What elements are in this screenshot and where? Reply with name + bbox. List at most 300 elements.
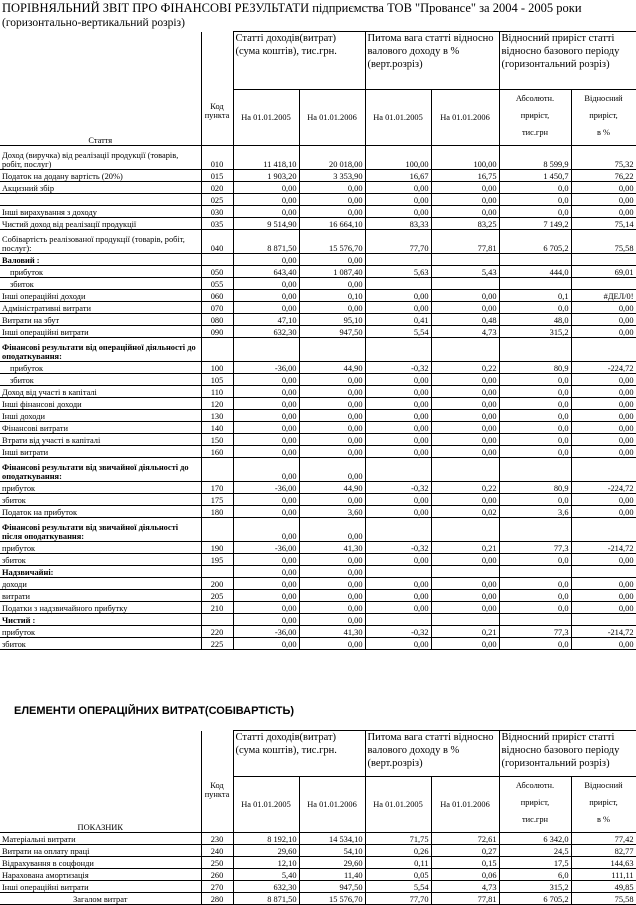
share-2005: -0,32 <box>365 362 431 374</box>
abs-growth: 444,0 <box>499 266 571 278</box>
share-2005 <box>365 566 431 578</box>
share-2006: 16,75 <box>431 170 499 182</box>
rel-growth: 0,00 <box>571 326 636 338</box>
rel-growth: 144,63 <box>571 857 636 869</box>
column-header-date1: На 01.01.2005 <box>233 777 299 833</box>
row-label: збиток <box>0 494 201 506</box>
row-label: прибуток <box>0 626 201 638</box>
rel-growth: 0,00 <box>571 206 636 218</box>
value-2006: 0,00 <box>299 494 365 506</box>
value-2006: 0,00 <box>299 398 365 410</box>
abs-growth: 0,0 <box>499 374 571 386</box>
column-header-date2: На 01.01.2006 <box>299 777 365 833</box>
share-2005 <box>365 254 431 266</box>
table-row <box>0 482 636 494</box>
value-2005: 0,00 <box>233 458 299 482</box>
share-2006: 0,00 <box>431 590 499 602</box>
row-code: 030 <box>201 206 233 218</box>
share-2005: 0,00 <box>365 638 431 650</box>
abs-growth: 80,9 <box>499 362 571 374</box>
column-header-abs-growth <box>499 90 571 146</box>
rel-growth <box>571 338 636 362</box>
share-2006: 4,73 <box>431 326 499 338</box>
share-2005 <box>365 614 431 626</box>
share-2005: 77,70 <box>365 230 431 254</box>
row-label: Фінансові результати від звичайної діяльності після оподаткування: <box>0 518 201 542</box>
abs-growth-line3: тис.грн <box>521 128 549 137</box>
value-2006: 20 018,00 <box>299 146 365 170</box>
abs-growth: 315,2 <box>499 881 571 893</box>
value-2005: 0,00 <box>233 254 299 266</box>
row-code <box>201 338 233 362</box>
share-2006: 0,00 <box>431 638 499 650</box>
share-2006: 0,00 <box>431 410 499 422</box>
share-2006 <box>431 518 499 542</box>
value-2006: 947,50 <box>299 881 365 893</box>
value-2005: 0,00 <box>233 398 299 410</box>
value-2005: 0,00 <box>233 422 299 434</box>
row-code: 070 <box>201 302 233 314</box>
value-2006: 0,00 <box>299 638 365 650</box>
share-2006: 0,27 <box>431 845 499 857</box>
rel-growth: 75,58 <box>571 893 636 905</box>
abs-growth <box>499 254 571 266</box>
share-2006: 0,15 <box>431 857 499 869</box>
share-2005: 100,00 <box>365 146 431 170</box>
share-2006: 0,00 <box>431 578 499 590</box>
value-2006: 0,00 <box>299 386 365 398</box>
value-2006: 0,00 <box>299 602 365 614</box>
abs-growth <box>499 458 571 482</box>
value-2006: 3 353,90 <box>299 170 365 182</box>
share-2005: 0,00 <box>365 290 431 302</box>
abs-growth-line2: приріст, <box>520 798 550 807</box>
abs-growth-line1: Абсолютн. <box>515 781 555 790</box>
rel-growth: 0,00 <box>571 578 636 590</box>
rel-growth: 0,00 <box>571 602 636 614</box>
value-2005: 0,00 <box>233 410 299 422</box>
share-2005: 0,05 <box>365 869 431 881</box>
abs-growth: 0,0 <box>499 602 571 614</box>
column-header-abs-growth <box>499 777 571 833</box>
rel-growth <box>571 614 636 626</box>
row-code: 220 <box>201 626 233 638</box>
share-2006 <box>431 254 499 266</box>
abs-growth: 0,0 <box>499 446 571 458</box>
value-2006: 0,00 <box>299 254 365 266</box>
abs-growth-line3: тис.грн <box>521 815 549 824</box>
abs-growth: 80,9 <box>499 482 571 494</box>
value-2005: 1 903,20 <box>233 170 299 182</box>
row-label: Фінансові результати від операційної діяльності до оподаткування: <box>0 338 201 362</box>
row-code: 180 <box>201 506 233 518</box>
value-2005: 0,00 <box>233 554 299 566</box>
value-2006: 11,40 <box>299 869 365 881</box>
abs-growth: 17,5 <box>499 857 571 869</box>
value-2005: 0,00 <box>233 590 299 602</box>
value-2006: 3,60 <box>299 506 365 518</box>
rel-growth: 0,00 <box>571 422 636 434</box>
abs-growth: 0,1 <box>499 290 571 302</box>
value-2005: 0,00 <box>233 290 299 302</box>
share-2006 <box>431 458 499 482</box>
column-header-code <box>201 777 233 833</box>
table-row <box>0 266 636 278</box>
abs-growth: 315,2 <box>499 326 571 338</box>
share-2006: 0,00 <box>431 494 499 506</box>
rel-growth: -224,72 <box>571 482 636 494</box>
abs-growth: 0,0 <box>499 590 571 602</box>
table-row <box>0 170 636 182</box>
rel-growth: -214,72 <box>571 542 636 554</box>
share-2005: 0,00 <box>365 398 431 410</box>
value-2005: 0,00 <box>233 434 299 446</box>
row-code: 225 <box>201 638 233 650</box>
column-header-date2: На 01.01.2006 <box>299 90 365 146</box>
share-2005: -0,32 <box>365 482 431 494</box>
share-2005: 0,00 <box>365 410 431 422</box>
value-2005: 0,00 <box>233 302 299 314</box>
table-row <box>0 182 636 194</box>
share-2006: 100,00 <box>431 146 499 170</box>
share-2006: 77,81 <box>431 230 499 254</box>
section2-title: ЕЛЕМЕНТИ ОПЕРАЦІЙНИХ ВИТРАТ(СОБІВАРТІСТЬ) <box>14 705 295 717</box>
row-code: 210 <box>201 602 233 614</box>
row-label: Матеріальні витрати <box>0 833 201 845</box>
table-row <box>0 386 636 398</box>
row-label: Інші операційні витрати <box>0 881 201 893</box>
value-2005: 0,00 <box>233 278 299 290</box>
table-row <box>0 146 636 170</box>
column-header-rel-growth <box>571 777 636 833</box>
row-label: прибуток <box>0 266 201 278</box>
share-2006: 0,00 <box>431 422 499 434</box>
share-2006 <box>431 278 499 290</box>
value-2005: 0,00 <box>233 182 299 194</box>
share-2006: 0,21 <box>431 542 499 554</box>
table-row <box>0 626 636 638</box>
header-group-growth: Відносний приріст статті відносно базового періоду (горизонтальний розріз) <box>499 32 636 90</box>
rel-growth: 0,00 <box>571 590 636 602</box>
abs-growth: 0,0 <box>499 554 571 566</box>
value-2005: -36,00 <box>233 626 299 638</box>
share-2005: 5,54 <box>365 881 431 893</box>
row-label: Фінансові витрати <box>0 422 201 434</box>
share-2006: 77,81 <box>431 893 499 905</box>
column-header-share-date1: На 01.01.2005 <box>365 777 431 833</box>
share-2006: 0,00 <box>431 434 499 446</box>
rel-growth <box>571 566 636 578</box>
row-code <box>201 254 233 266</box>
value-2005: 12,10 <box>233 857 299 869</box>
share-2006 <box>431 614 499 626</box>
abs-growth: 8 599,9 <box>499 146 571 170</box>
share-2005: 0,00 <box>365 422 431 434</box>
abs-growth <box>499 518 571 542</box>
table1-body <box>0 146 636 650</box>
value-2006: 15 576,70 <box>299 893 365 905</box>
row-label: Загалом витрат <box>0 893 201 905</box>
table-row <box>0 314 636 326</box>
abs-growth: 7 149,2 <box>499 218 571 230</box>
abs-growth: 24,5 <box>499 845 571 857</box>
share-2005: 0,00 <box>365 386 431 398</box>
row-code: 195 <box>201 554 233 566</box>
share-2006: 0,00 <box>431 206 499 218</box>
column-header-share-date2: На 01.01.2006 <box>431 90 499 146</box>
abs-growth: 48,0 <box>499 314 571 326</box>
share-2005: 0,00 <box>365 182 431 194</box>
value-2006: 41,30 <box>299 542 365 554</box>
share-2005: -0,32 <box>365 626 431 638</box>
table-row <box>0 857 636 869</box>
table-row <box>0 194 636 206</box>
row-label: Нарахована амортизація <box>0 869 201 881</box>
row-code: 050 <box>201 266 233 278</box>
row-label: Інші вирахування з доходу <box>0 206 201 218</box>
table-row <box>0 290 636 302</box>
value-2005: 0,00 <box>233 194 299 206</box>
rel-growth-line2: приріст, <box>589 798 618 807</box>
share-2005: 5,63 <box>365 266 431 278</box>
row-label: прибуток <box>0 362 201 374</box>
abs-growth: 0,0 <box>499 206 571 218</box>
table-row <box>0 458 636 482</box>
row-code <box>201 614 233 626</box>
rel-growth: 0,00 <box>571 434 636 446</box>
value-2006: 0,00 <box>299 302 365 314</box>
share-2006: 0,00 <box>431 182 499 194</box>
rel-growth: 0,00 <box>571 494 636 506</box>
rel-growth: 75,14 <box>571 218 636 230</box>
abs-growth: 6,0 <box>499 869 571 881</box>
row-label: Валовий : <box>0 254 201 266</box>
share-2005: 0,00 <box>365 434 431 446</box>
row-label: Інші витрати <box>0 446 201 458</box>
header-group-growth: Відносний приріст статті відносно базового періоду (горизонтальний розріз) <box>499 731 636 777</box>
rel-growth-line3: в % <box>597 815 611 824</box>
share-2006: 0,00 <box>431 554 499 566</box>
share-2006: 0,21 <box>431 626 499 638</box>
value-2005: 0,00 <box>233 506 299 518</box>
table-row <box>0 833 636 845</box>
table-row <box>0 590 636 602</box>
rel-growth-line1: Відносний <box>584 94 623 103</box>
header-blank <box>201 32 233 90</box>
table-row <box>0 434 636 446</box>
table-row <box>0 881 636 893</box>
value-2005: 0,00 <box>233 374 299 386</box>
share-2006: 0,00 <box>431 374 499 386</box>
rel-growth: 0,00 <box>571 554 636 566</box>
rel-growth: 0,00 <box>571 182 636 194</box>
row-label: Адміністративні витрати <box>0 302 201 314</box>
rel-growth: 0,00 <box>571 374 636 386</box>
value-2006: 54,10 <box>299 845 365 857</box>
value-2006: 0,00 <box>299 614 365 626</box>
rel-growth-line1: Відносний <box>584 781 623 790</box>
table-row <box>0 506 636 518</box>
share-2005: 71,75 <box>365 833 431 845</box>
column-header-share-date2: На 01.01.2006 <box>431 777 499 833</box>
abs-growth: 6 705,2 <box>499 893 571 905</box>
rel-growth <box>571 278 636 290</box>
row-label: збиток <box>0 554 201 566</box>
row-label: прибуток <box>0 482 201 494</box>
table-row <box>0 845 636 857</box>
value-2006: 947,50 <box>299 326 365 338</box>
share-2006 <box>431 338 499 362</box>
row-code <box>201 458 233 482</box>
rel-growth: 75,58 <box>571 230 636 254</box>
share-2005: 0,00 <box>365 302 431 314</box>
header-group-share: Питома вага статті відносно валового доходу в %(верт.розріз) <box>365 731 499 777</box>
share-2005: -0,32 <box>365 542 431 554</box>
rel-growth: -224,72 <box>571 362 636 374</box>
rel-growth: 0,00 <box>571 410 636 422</box>
abs-growth <box>499 614 571 626</box>
row-label: прибуток <box>0 542 201 554</box>
table-row <box>0 338 636 362</box>
value-2005: 0,00 <box>233 578 299 590</box>
share-2005: 0,00 <box>365 206 431 218</box>
value-2006: 0,00 <box>299 182 365 194</box>
value-2005: 0,00 <box>233 566 299 578</box>
rel-growth: 0,00 <box>571 398 636 410</box>
abs-growth: 77,3 <box>499 542 571 554</box>
abs-growth: 0,0 <box>499 182 571 194</box>
share-2005: 0,00 <box>365 194 431 206</box>
row-code: 080 <box>201 314 233 326</box>
row-label: Втрати від участі в капіталі <box>0 434 201 446</box>
row-label: Витрати на оплату праці <box>0 845 201 857</box>
table-row <box>0 254 636 266</box>
value-2005: 0,00 <box>233 638 299 650</box>
abs-growth: 0,0 <box>499 422 571 434</box>
share-2006: 0,00 <box>431 302 499 314</box>
abs-growth: 6 705,2 <box>499 230 571 254</box>
share-2006: 0,00 <box>431 602 499 614</box>
table-row <box>0 518 636 542</box>
rel-growth: 0,00 <box>571 638 636 650</box>
rel-growth: 0,00 <box>571 194 636 206</box>
table-row <box>0 869 636 881</box>
row-label: доходи <box>0 578 201 590</box>
row-code: 060 <box>201 290 233 302</box>
abs-growth: 0,0 <box>499 434 571 446</box>
row-label: витрати <box>0 590 201 602</box>
row-label: Надзвичайні: <box>0 566 201 578</box>
share-2005: 77,70 <box>365 893 431 905</box>
value-2006: 0,00 <box>299 518 365 542</box>
value-2006: 0,00 <box>299 374 365 386</box>
row-label: Інші доходи <box>0 410 201 422</box>
rel-growth: 49,85 <box>571 881 636 893</box>
row-label: збиток <box>0 278 201 290</box>
row-label: Податок на прибуток <box>0 506 201 518</box>
row-code: 205 <box>201 590 233 602</box>
row-label: Доход (виручка) від реалізації продукції (товарів, робіт, послуг) <box>0 146 201 170</box>
share-2005 <box>365 278 431 290</box>
share-2005: 16,67 <box>365 170 431 182</box>
row-label: Інші операційні витрати <box>0 326 201 338</box>
table-row <box>0 494 636 506</box>
report-subtitle: (горизонтально-вертикальний розріз) <box>2 17 185 29</box>
row-label: Інші фінансові доходи <box>0 398 201 410</box>
column-header-date1: На 01.01.2005 <box>233 90 299 146</box>
rel-growth <box>571 458 636 482</box>
abs-growth-line1: Абсолютн. <box>515 94 555 103</box>
value-2006: 29,60 <box>299 857 365 869</box>
value-2006: 0,00 <box>299 578 365 590</box>
rel-growth: 0,00 <box>571 446 636 458</box>
rel-growth: 111,11 <box>571 869 636 881</box>
value-2005: 0,00 <box>233 206 299 218</box>
header-blank <box>0 32 201 90</box>
share-2005: 0,00 <box>365 578 431 590</box>
row-label: Податки з надзвичайного прибутку <box>0 602 201 614</box>
value-2006: 1 087,40 <box>299 266 365 278</box>
row-code: 230 <box>201 833 233 845</box>
value-2006: 0,10 <box>299 290 365 302</box>
row-code: 130 <box>201 410 233 422</box>
table-row <box>0 542 636 554</box>
column-header-item: Стаття <box>0 90 201 146</box>
row-code: 010 <box>201 146 233 170</box>
column-header-share-date1: На 01.01.2005 <box>365 90 431 146</box>
row-label: Акцизний збір <box>0 182 201 194</box>
value-2005: 9 514,90 <box>233 218 299 230</box>
header-group-amounts: Статті доходів(витрат) (сума коштів), тис.грн. <box>233 731 365 777</box>
value-2005: 8 871,50 <box>233 893 299 905</box>
row-code: 040 <box>201 230 233 254</box>
value-2005: 11 418,10 <box>233 146 299 170</box>
share-2005: 0,00 <box>365 374 431 386</box>
operating-costs-table <box>0 730 636 905</box>
value-2006: 44,90 <box>299 362 365 374</box>
abs-growth: 77,3 <box>499 626 571 638</box>
share-2005: 0,41 <box>365 314 431 326</box>
code-label-bottom: пункта <box>204 110 230 120</box>
row-code: 160 <box>201 446 233 458</box>
row-code: 270 <box>201 881 233 893</box>
value-2005: 643,40 <box>233 266 299 278</box>
value-2005: 632,30 <box>233 881 299 893</box>
row-code: 170 <box>201 482 233 494</box>
share-2005 <box>365 338 431 362</box>
value-2006: 0,00 <box>299 434 365 446</box>
table-row <box>0 374 636 386</box>
row-code: 120 <box>201 398 233 410</box>
value-2006: 14 534,10 <box>299 833 365 845</box>
column-header-rel-growth <box>571 90 636 146</box>
abs-growth: 0,0 <box>499 638 571 650</box>
column-header-indicator: ПОКАЗНИК <box>0 777 201 833</box>
abs-growth <box>499 566 571 578</box>
value-2005 <box>233 338 299 362</box>
row-code: 055 <box>201 278 233 290</box>
rel-growth: #ДЕЛ/0! <box>571 290 636 302</box>
row-label <box>0 194 201 206</box>
value-2006: 0,00 <box>299 410 365 422</box>
code-label-bottom: пункта <box>204 789 230 799</box>
table-row <box>0 446 636 458</box>
row-code <box>201 566 233 578</box>
share-2006: 0,06 <box>431 869 499 881</box>
share-2006: 0,22 <box>431 362 499 374</box>
share-2006: 83,25 <box>431 218 499 230</box>
code-label-top: Код <box>210 101 224 111</box>
